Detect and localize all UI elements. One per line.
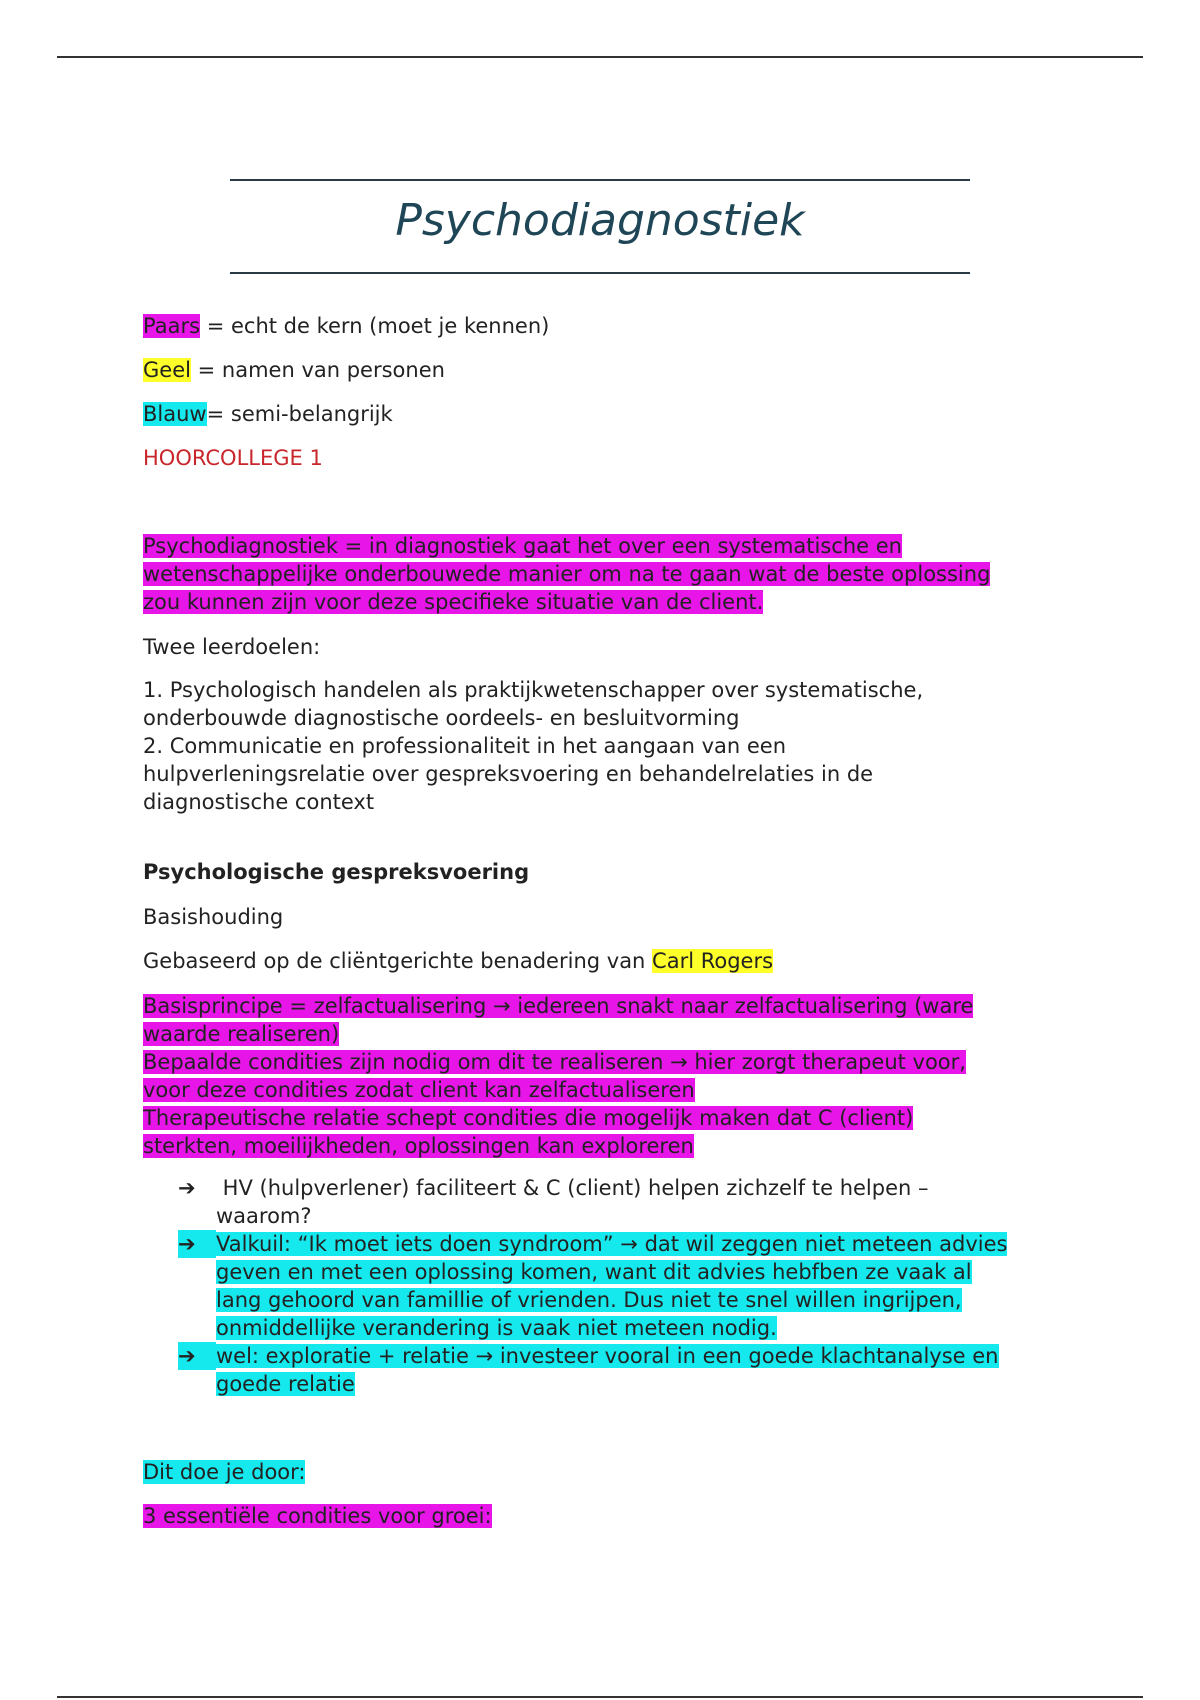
legend-geel-word: Geel (143, 358, 191, 382)
legend-paars (143, 312, 549, 340)
legend-geel (143, 356, 445, 384)
goal-line: onderbouwde diagnostische oordeels- en besluitvorming (143, 706, 740, 730)
goal-line: diagnostische context (143, 790, 375, 814)
arrow-icon: ➔ (178, 1230, 216, 1258)
definition-block (143, 532, 990, 616)
principle-line: Bepaalde condities zijn nodig om dit te realiseren → hier zorgt therapeut voor, (143, 1050, 966, 1074)
definition-line: wetenschappelijke onderbouwede manier om na te gaan wat de beste oplossing (143, 562, 991, 586)
conditions-line (143, 1502, 492, 1530)
title-bottom-rule (230, 272, 970, 274)
legend-geel-desc: = namen van personen (190, 358, 445, 382)
rogers-line (143, 947, 773, 975)
goals-intro: Twee leerdoelen: (143, 635, 321, 659)
principles-block (143, 992, 973, 1160)
page-title: Psychodiagnostiek (395, 195, 805, 246)
bullet-line: Valkuil: “Ik moet iets doen syndroom” → dat wil zeggen niet meteen advies (216, 1232, 1008, 1256)
bullet-item (178, 1230, 1007, 1342)
principle-line: voor deze condities zodat client kan zelfactualiseren (143, 1078, 695, 1102)
bullet-item (178, 1342, 999, 1398)
definition-line: zou kunnen zijn voor deze specifieke situatie van de client. (143, 590, 764, 614)
bullet-line: waarom? (216, 1204, 312, 1228)
how-line (143, 1458, 305, 1486)
legend-blauw-desc: = semi-belangrijk (206, 402, 393, 426)
bullet-line: lang gehoord van famillie of vrienden. Dus niet te snel willen ingrijpen, (216, 1288, 962, 1312)
bullet-line: onmiddellijke verandering is vaak niet meteen nodig. (216, 1316, 777, 1340)
title-top-rule (230, 179, 970, 181)
bullet-line: goede relatie (216, 1372, 355, 1396)
legend-blauw-word: Blauw (143, 402, 207, 426)
goals-list (143, 676, 923, 816)
bottom-rule (57, 1696, 1143, 1698)
bullet-line: HV (hulpverlener) faciliteert & C (client) helpen zichzelf te helpen – (216, 1176, 929, 1200)
lecture-heading: HOORCOLLEGE 1 (143, 446, 323, 470)
goal-line: hulpverleningsrelatie over gespreksvoering en behandelrelaties in de (143, 762, 874, 786)
legend-paars-word: Paars (143, 314, 201, 338)
goal-line: 1. Psychologisch handelen als praktijkwetenschapper over systematische, (143, 678, 924, 702)
bullet-item (178, 1174, 929, 1230)
section-heading: Psychologische gespreksvoering (143, 860, 530, 884)
legend-blauw (143, 400, 393, 428)
principle-line: waarde realiseren) (143, 1022, 340, 1046)
arrow-icon: ➔ (178, 1342, 216, 1370)
principle-line: Basisprincipe = zelfactualisering → iedereen snakt naar zelfactualisering (ware (143, 994, 974, 1018)
how-text: Dit doe je door: (143, 1460, 306, 1484)
top-rule (57, 56, 1143, 58)
definition-line: Psychodiagnostiek = in diagnostiek gaat het over een systematische en (143, 534, 902, 558)
rogers-name: Carl Rogers (652, 949, 774, 973)
principle-line: sterkten, moeilijkheden, oplossingen kan exploreren (143, 1134, 694, 1158)
bullet-line: geven en met een oplossing komen, want dit advies hebfben ze vaak al (216, 1260, 972, 1284)
principle-line: Therapeutische relatie schept condities die mogelijk maken dat C (client) (143, 1106, 914, 1130)
arrow-icon: ➔ (178, 1176, 196, 1200)
rogers-prefix: Gebaseerd op de cliëntgerichte benadering van (143, 949, 653, 973)
bullet-line: wel: exploratie + relatie → investeer vooral in een goede klachtanalyse en (216, 1344, 999, 1368)
subheading: Basishouding (143, 905, 284, 929)
goal-line: 2. Communicatie en professionaliteit in het aangaan van een (143, 734, 787, 758)
legend-paars-desc: = echt de kern (moet je kennen) (200, 314, 550, 338)
conditions-text: 3 essentiële condities voor groei: (143, 1504, 492, 1528)
